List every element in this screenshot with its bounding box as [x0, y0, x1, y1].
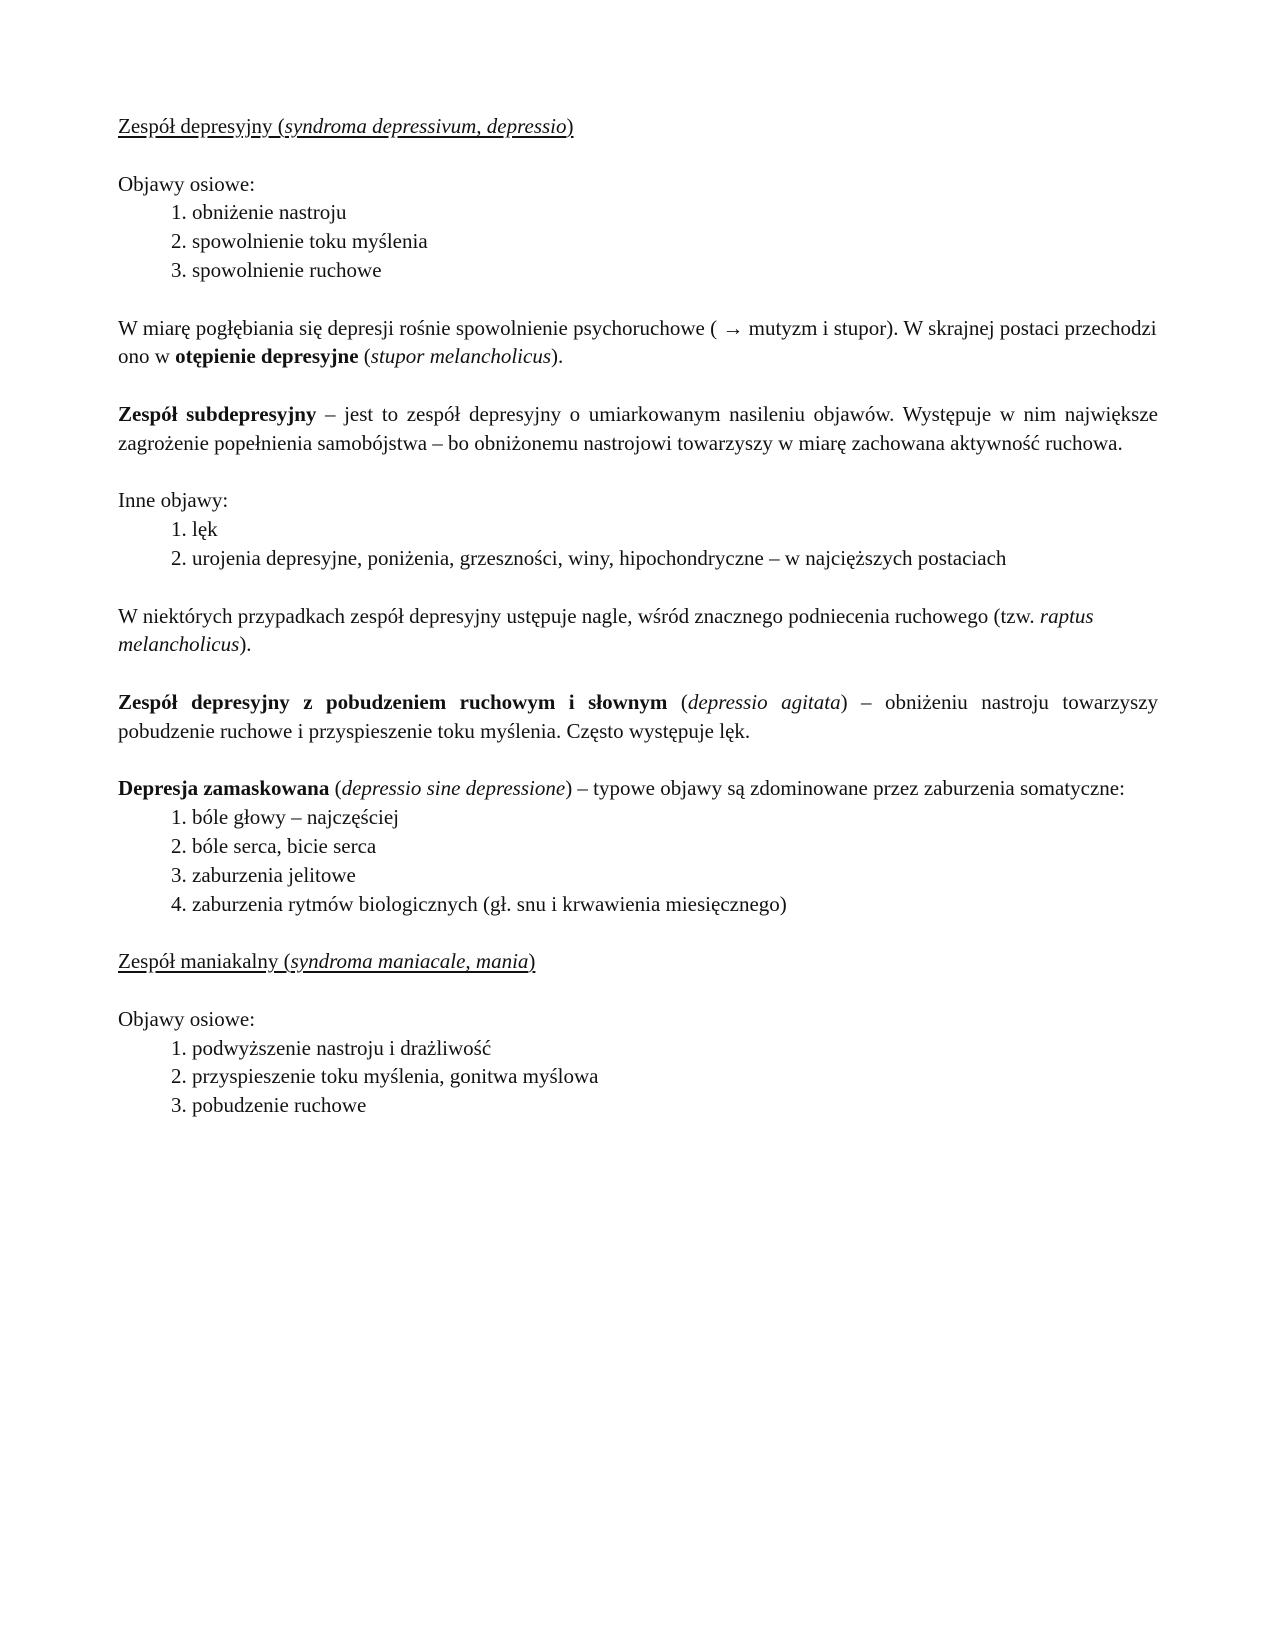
list-item: 2. przyspieszenie toku myślenia, gonitwa myślowa	[192, 1062, 1158, 1091]
list-item: 3. zaburzenia jelitowe	[192, 861, 1158, 890]
text-run: ).	[239, 632, 252, 657]
list-item: 1. lęk	[192, 515, 1158, 544]
text-run: W niektórych przypadkach zespół depresyjny ustępuje nagle, wśród znacznego podniecenia ruchowego (tzw.	[118, 603, 1040, 628]
paragraph-subdepressive	[118, 400, 1158, 458]
paragraph-raptus	[118, 602, 1158, 660]
heading-latin: syndroma maniacale, mania	[290, 949, 529, 974]
bold-term: otępienie depresyjne	[175, 344, 359, 369]
bold-term: Depresja zamaskowana	[118, 776, 330, 801]
manic-symptoms-list	[118, 1034, 1158, 1120]
heading-text: Zespół maniakalny (	[118, 949, 291, 974]
text-run: (	[358, 344, 371, 369]
list-item: 1. podwyższenie nastroju i drażliwość	[192, 1034, 1158, 1063]
list-item: 2. urojenia depresyjne, poniżenia, grzeszności, winy, hipochondryczne – w najcięższych postaciach	[192, 544, 1158, 573]
document-page	[118, 112, 1158, 1120]
latin-term: stupor melancholicus	[370, 344, 551, 369]
paragraph-deepening	[118, 314, 1158, 372]
heading-text: Zespół depresyjny (	[118, 114, 285, 138]
axial-symptoms-label-manic: Objawy osiowe:	[118, 1006, 256, 1031]
text-run: W miarę pogłębiania się depresji rośnie spowolnienie psychoruchowe ( → mutyzm i stupor). W skrajnej postaci przechodzi ono w	[118, 315, 1157, 369]
list-item: 4. zaburzenia rytmów biologicznych (gł. snu i krwawienia miesięcznego)	[192, 890, 1158, 919]
text-run: ).	[551, 344, 564, 369]
axial-symptoms-list	[118, 198, 1158, 284]
other-symptoms-list	[118, 515, 1158, 573]
list-item: 3. spowolnienie ruchowe	[192, 256, 1158, 285]
bold-term: Zespół subdepresyjny	[118, 401, 317, 426]
text-run: ) – typowe objawy są zdominowane przez zaburzenia somatyczne:	[565, 776, 1125, 801]
section-heading-manic	[118, 947, 1158, 976]
list-item: 2. spowolnienie toku myślenia	[192, 227, 1158, 256]
latin-term: depressio agitata	[687, 689, 841, 714]
heading-close: )	[528, 949, 536, 974]
other-symptoms-label: Inne objawy:	[118, 488, 229, 513]
latin-term: raptus melancholicus	[118, 603, 1094, 657]
list-item: 1. bóle głowy – najczęściej	[192, 803, 1158, 832]
section-heading-depressive	[118, 112, 1158, 141]
somatic-symptoms-list	[118, 803, 1158, 918]
paragraph-agitated	[118, 688, 1158, 746]
text-run: (	[667, 689, 688, 714]
heading-close: )	[566, 114, 574, 138]
text-run: ) – obniżeniu nastroju towarzyszy pobudzenie ruchowe i przyspieszenie toku myślenia. Często występuje lęk.	[118, 689, 1159, 743]
text-run: – jest to zespół depresyjny o umiarkowanym nasileniu objawów. Występuje w nim największe zagrożenie popełnienia samobójstwa – bo obniżonemu nastrojowi towarzyszy w miarę zachowana aktywność ruchowa.	[118, 401, 1158, 455]
heading-latin: syndroma depressivum, depressio	[284, 114, 567, 138]
bold-term: Zespół depresyjny z pobudzeniem ruchowym i słownym	[118, 689, 668, 714]
list-item: 1. obniżenie nastroju	[192, 198, 1158, 227]
list-item: 3. pobudzenie ruchowe	[192, 1091, 1158, 1120]
text-run: (	[329, 776, 342, 801]
axial-symptoms-label: Objawy osiowe:	[118, 171, 256, 196]
latin-term: depressio sine depressione	[341, 776, 566, 801]
paragraph-masked	[118, 774, 1158, 803]
list-item: 2. bóle serca, bicie serca	[192, 832, 1158, 861]
